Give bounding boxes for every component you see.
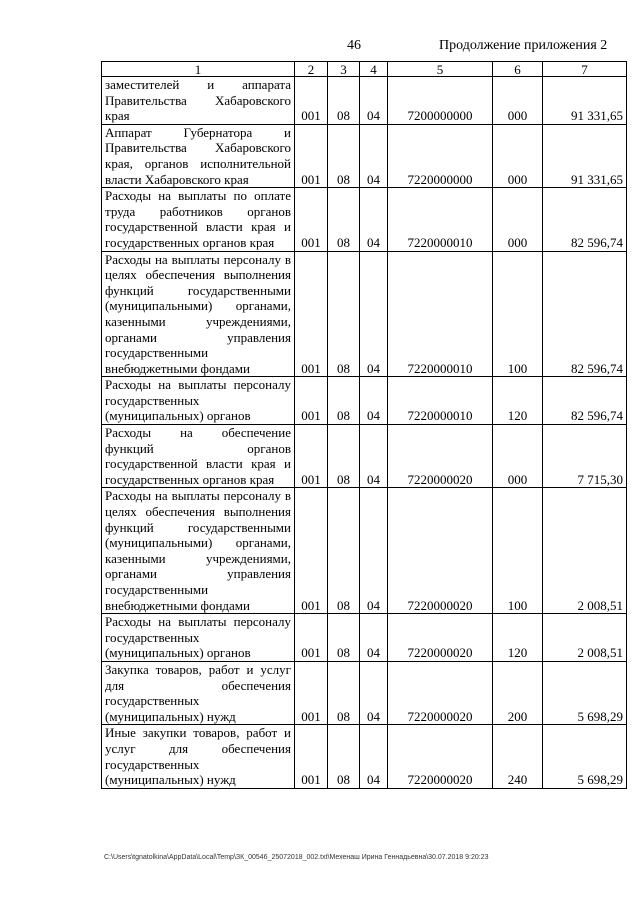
table-row <box>102 188 627 251</box>
expense-name: Расходы на выплаты по оплате труда работников органов государственной власти края и государственных органов края <box>102 188 295 251</box>
section-code: 08 <box>328 124 360 187</box>
column-header: 5 <box>388 62 493 77</box>
column-header: 6 <box>493 62 543 77</box>
amount: 2 008,51 <box>543 488 627 614</box>
target-article-code: 7220000010 <box>388 377 493 425</box>
column-header: 2 <box>295 62 328 77</box>
ministry-code: 001 <box>295 425 328 488</box>
expense-type-code: 100 <box>493 251 543 377</box>
ministry-code: 001 <box>295 725 328 788</box>
target-article-code: 7220000010 <box>388 188 493 251</box>
ministry-code: 001 <box>295 77 328 125</box>
amount: 82 596,74 <box>543 377 627 425</box>
expense-name: Закупка товаров, работ и услуг для обеспечения государственных (муниципальных) нужд <box>102 661 295 724</box>
section-code: 08 <box>328 661 360 724</box>
expense-name: Расходы на выплаты персоналу в целях обеспечения выполнения функций государственными (муниципальными) органами, казенными учреждениями, органами управления государственными внебюджетными фондами <box>102 251 295 377</box>
expense-type-code: 000 <box>493 77 543 125</box>
section-code: 08 <box>328 488 360 614</box>
amount: 82 596,74 <box>543 188 627 251</box>
expense-name: Расходы на выплаты персоналу в целях обеспечения выполнения функций государственными (муниципальными) органами, казенными учреждениями, органами управления государственными внебюджетными фондами <box>102 488 295 614</box>
expense-type-code: 120 <box>493 614 543 662</box>
expense-type-code: 000 <box>493 124 543 187</box>
target-article-code: 7200000000 <box>388 77 493 125</box>
column-header: 7 <box>543 62 627 77</box>
table-header-row <box>102 62 627 77</box>
amount: 91 331,65 <box>543 124 627 187</box>
expense-type-code: 120 <box>493 377 543 425</box>
expense-type-code: 240 <box>493 725 543 788</box>
amount: 5 698,29 <box>543 661 627 724</box>
table-row <box>102 614 627 662</box>
amount: 7 715,30 <box>543 425 627 488</box>
column-header: 3 <box>328 62 360 77</box>
amount: 82 596,74 <box>543 251 627 377</box>
table-row <box>102 77 627 125</box>
target-article-code: 7220000000 <box>388 124 493 187</box>
subsection-code: 04 <box>360 188 388 251</box>
subsection-code: 04 <box>360 251 388 377</box>
expense-name: Расходы на обеспечение функций органов государственной власти края и государственных органов края <box>102 425 295 488</box>
section-code: 08 <box>328 188 360 251</box>
amount: 5 698,29 <box>543 725 627 788</box>
target-article-code: 7220000010 <box>388 251 493 377</box>
section-code: 08 <box>328 614 360 662</box>
ministry-code: 001 <box>295 124 328 187</box>
table-row <box>102 377 627 425</box>
column-header: 4 <box>360 62 388 77</box>
subsection-code: 04 <box>360 377 388 425</box>
continuation-label: Продолжение приложения 2 <box>439 38 608 53</box>
section-code: 08 <box>328 251 360 377</box>
target-article-code: 7220000020 <box>388 614 493 662</box>
column-header: 1 <box>102 62 295 77</box>
file-path-footer: C:\Users\tgnatolkina\AppData\Local\Temp\ЗК_00546_25072018_002.txt\Мехенаш Ирина Геннадьевна\30.07.2018 9:20:23 <box>104 854 489 861</box>
expense-type-code: 200 <box>493 661 543 724</box>
section-code: 08 <box>328 77 360 125</box>
ministry-code: 001 <box>295 251 328 377</box>
section-code: 08 <box>328 377 360 425</box>
target-article-code: 7220000020 <box>388 725 493 788</box>
subsection-code: 04 <box>360 77 388 125</box>
expense-name: Расходы на выплаты персоналу государственных (муниципальных) органов <box>102 377 295 425</box>
target-article-code: 7220000020 <box>388 661 493 724</box>
table-row <box>102 425 627 488</box>
expense-name: Аппарат Губернатора и Правительства Хабаровского края, органов исполнительной власти Хабаровского края <box>102 124 295 187</box>
table-row <box>102 488 627 614</box>
budget-table <box>101 61 627 789</box>
expense-name: Иные закупки товаров, работ и услуг для обеспечения государственных (муниципальных) нужд <box>102 725 295 788</box>
target-article-code: 7220000020 <box>388 488 493 614</box>
subsection-code: 04 <box>360 124 388 187</box>
page-number: 46 <box>347 38 361 53</box>
ministry-code: 001 <box>295 488 328 614</box>
subsection-code: 04 <box>360 488 388 614</box>
table-row <box>102 725 627 788</box>
amount: 2 008,51 <box>543 614 627 662</box>
subsection-code: 04 <box>360 725 388 788</box>
table-row <box>102 251 627 377</box>
subsection-code: 04 <box>360 661 388 724</box>
section-code: 08 <box>328 425 360 488</box>
expense-name: Расходы на выплаты персоналу государственных (муниципальных) органов <box>102 614 295 662</box>
ministry-code: 001 <box>295 377 328 425</box>
ministry-code: 001 <box>295 188 328 251</box>
amount: 91 331,65 <box>543 77 627 125</box>
subsection-code: 04 <box>360 425 388 488</box>
ministry-code: 001 <box>295 614 328 662</box>
subsection-code: 04 <box>360 614 388 662</box>
ministry-code: 001 <box>295 661 328 724</box>
table-row <box>102 124 627 187</box>
expense-type-code: 000 <box>493 425 543 488</box>
table-row <box>102 661 627 724</box>
section-code: 08 <box>328 725 360 788</box>
target-article-code: 7220000020 <box>388 425 493 488</box>
expense-type-code: 100 <box>493 488 543 614</box>
expense-name: заместителей и аппарата Правительства Хабаровского края <box>102 77 295 125</box>
expense-type-code: 000 <box>493 188 543 251</box>
